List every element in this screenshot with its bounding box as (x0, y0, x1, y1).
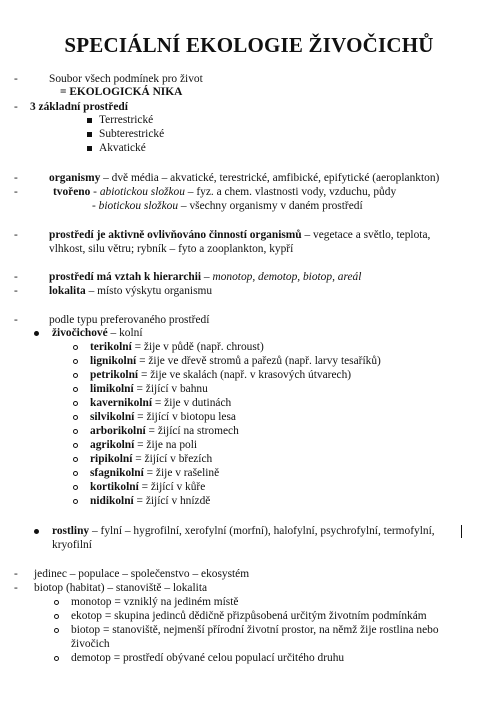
biotic-component-line: - biotickou složkou – všechny organismy v daném prostředí (92, 200, 363, 212)
biotope-item-cont: živočich (71, 638, 110, 650)
environment-influence-line: prostředí je aktivně ovlivňováno činností organismů – vegetace a světlo, teplota, (49, 229, 431, 241)
animal-type-item: sfagnikolní = žije v rašelině (90, 467, 220, 479)
environment-item: Akvatické (99, 142, 146, 154)
hierarchy-chain-line: jedinec – populace – společenstvo – ekosystém (34, 568, 250, 580)
circle-bullet-icon (73, 415, 78, 420)
circle-bullet-icon (73, 471, 78, 476)
dash-marker: - (14, 101, 18, 113)
biotope-item: monotop = vzniklý na jediném místě (71, 596, 239, 608)
biotope-line: biotop (habitat) – stanoviště – lokalita (34, 582, 208, 594)
animal-type-item: agrikolní = žije na poli (90, 439, 198, 451)
dash-marker: - (14, 229, 18, 241)
circle-bullet-icon (73, 359, 78, 364)
dash-marker: - (14, 314, 18, 326)
dash-marker: - (14, 186, 18, 198)
animal-type-item: terikolní = žije v půdě (např. chroust) (90, 341, 264, 353)
hierarchy-line: prostředí má vztah k hierarchii – monotop, demotop, biotop, areál (49, 271, 362, 283)
animal-type-item: silvikolní = žijící v biotopu lesa (90, 411, 236, 423)
environments-heading: 3 základní prostředí (30, 101, 128, 113)
dash-marker: - (14, 582, 18, 594)
circle-bullet-icon (54, 600, 59, 605)
animal-type-item: ripikolní = žijící v březích (90, 453, 213, 465)
plants-line: rostliny – fylní – hygrofilní, xerofylní (morfní), halofylní, psychrofylní, termofylní, (52, 525, 435, 537)
circle-bullet-icon (73, 429, 78, 434)
square-bullet-icon (87, 118, 92, 123)
circle-bullet-icon (73, 401, 78, 406)
animal-type-item: petrikolní = žije ve skalách (např. v krasových útvarech) (90, 369, 352, 381)
environment-influence-cont: vlhkost, silu větru; rybník – fyto a zooplankton, kypří (49, 243, 294, 255)
biotope-item: demotop = prostředí obývané celou populací určitého druhu (71, 652, 345, 664)
round-bullet-icon (34, 529, 39, 534)
locality-line: lokalita – místo výskytu organismu (49, 285, 213, 297)
circle-bullet-icon (73, 443, 78, 448)
circle-bullet-icon (73, 373, 78, 378)
animal-type-item: kortikolní = žijící v kůře (90, 481, 206, 493)
circle-bullet-icon (54, 628, 59, 633)
dash-marker: - (14, 73, 18, 85)
dash-marker: - (14, 285, 18, 297)
biotope-item: biotop = stanoviště, nejmenší přírodní životní prostor, na němž žije rostlina nebo (71, 624, 439, 636)
dash-marker: - (14, 568, 18, 580)
square-bullet-icon (87, 132, 92, 137)
animal-type-item: arborikolní = žijící na stromech (90, 425, 239, 437)
circle-bullet-icon (73, 387, 78, 392)
niche-term: = EKOLOGICKÁ NIKA (60, 86, 183, 98)
animal-type-item: nidikolní = žijící v hnízdě (90, 495, 211, 507)
circle-bullet-icon (73, 485, 78, 490)
animal-type-item: kavernikolní = žije v dutinách (90, 397, 232, 409)
plants-line-cont: kryofilní (52, 539, 92, 551)
circle-bullet-icon (73, 499, 78, 504)
circle-bullet-icon (54, 614, 59, 619)
environment-item: Terrestrické (99, 114, 154, 126)
preference-heading: podle typu preferovaného prostředí (49, 314, 210, 326)
square-bullet-icon (87, 146, 92, 151)
animal-type-item: limikolní = žijící v bahnu (90, 383, 208, 395)
niche-definition: Soubor všech podmínek pro život (49, 73, 203, 85)
circle-bullet-icon (73, 457, 78, 462)
page-title: SPECIÁLNÍ EKOLOGIE ŽIVOČICHŮ (64, 33, 434, 57)
dash-marker: - (14, 172, 18, 184)
animal-type-item: lignikolní = žije ve dřevě stromů a pařezů (např. larvy tesaříků) (90, 355, 381, 367)
circle-bullet-icon (54, 656, 59, 661)
environment-item: Subterestrické (99, 128, 165, 140)
round-bullet-icon (34, 331, 39, 336)
organisms-line: organismy – dvě média – akvatické, terestrické, amfibické, epifytické (aeroplankton) (49, 172, 440, 184)
circle-bullet-icon (73, 345, 78, 350)
text-cursor (461, 525, 462, 538)
composition-line: tvořeno - abiotickou složkou – fyz. a chem. vlastnosti vody, vzduchu, půdy (53, 186, 397, 198)
dash-marker: - (14, 271, 18, 283)
animals-line: živočichové – kolní (52, 327, 143, 339)
biotope-item: ekotop = skupina jedinců dědičně přizpůsobená určitým životním podmínkám (71, 610, 427, 622)
